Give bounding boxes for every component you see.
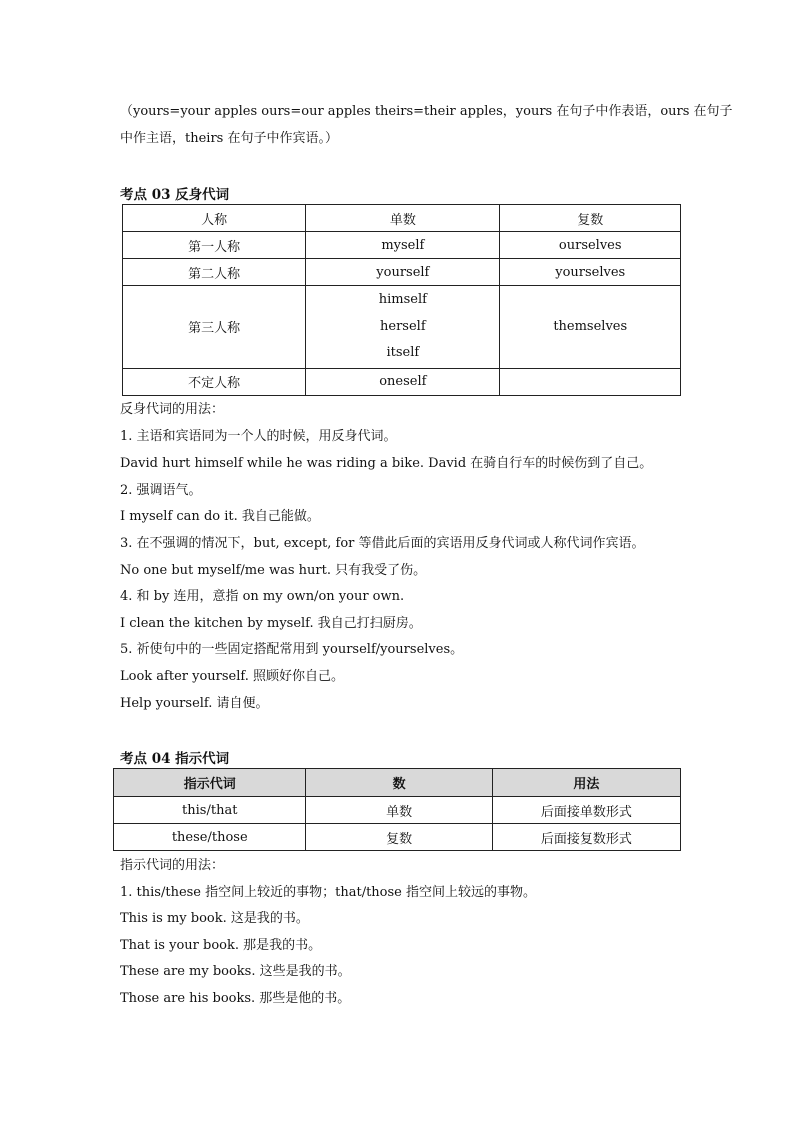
table-row [123, 368, 681, 395]
section3-line: 3. 在不强调的情况下，but, except, for 等借此后面的宾语用反身代词或人称代词作宾语。 [120, 536, 645, 551]
header-number: 数 [306, 769, 492, 797]
section3-line: I myself can do it. 我自己能做。 [120, 509, 320, 524]
section3-line: Help yourself. 请自便。 [120, 696, 269, 711]
cell-usage: 后面接单数形式 [492, 797, 680, 824]
intro-line-1: （yours=your apples ours=our apples theirs=their apples，yours 在句子中作表语，ours 在句子 [120, 104, 733, 119]
section4-usage-title: 指示代词的用法： [120, 858, 225, 873]
table-row [114, 824, 681, 851]
cell-singular-stack [306, 286, 500, 369]
reflexive-pronoun-table [122, 204, 681, 396]
section4-line: Those are his books. 那些是他的书。 [120, 991, 351, 1006]
intro-line-2: 中作主语，theirs 在句子中作宾语。） [120, 131, 338, 146]
header-demonstrative: 指示代词 [114, 769, 306, 797]
table-header-row [123, 205, 681, 232]
section3-line: 2. 强调语气。 [120, 483, 202, 498]
section3-line: I clean the kitchen by myself. 我自己打扫厨房。 [120, 616, 422, 631]
header-person: 人称 [123, 205, 306, 232]
table-row [114, 797, 681, 824]
cell-pronoun: this/that [114, 797, 306, 824]
demonstrative-pronoun-table [113, 768, 681, 851]
header-singular: 单数 [306, 205, 500, 232]
header-usage: 用法 [492, 769, 680, 797]
section4-line: This is my book. 这是我的书。 [120, 911, 309, 926]
section3-line: 4. 和 by 连用，意指 on my own/on your own. [120, 589, 405, 604]
cell-person: 第一人称 [123, 232, 306, 259]
section3-usage-title: 反身代词的用法： [120, 402, 225, 417]
section4-line: These are my books. 这些是我的书。 [120, 964, 351, 979]
cell-singular: yourself [306, 259, 500, 286]
cell-usage: 后面接复数形式 [492, 824, 680, 851]
section3-line: David hurt himself while he was riding a bike. David 在骑自行车的时候伤到了自己。 [120, 456, 653, 471]
table-header-row [114, 769, 681, 797]
section3-line: No one but myself/me was hurt. 只有我受了伤。 [120, 563, 427, 578]
table-row [123, 259, 681, 286]
section4-line: 1. this/these 指空间上较近的事物；that/those 指空间上较远的事物。 [120, 885, 537, 900]
section4-line: That is your book. 那是我的书。 [120, 938, 322, 953]
section4-heading: 考点 04 指示代词 [120, 751, 230, 767]
section3-line: 5. 祈使句中的一些固定搭配常用到 yourself/yourselves。 [120, 642, 464, 657]
cell-singular-line: itself [386, 345, 420, 360]
cell-singular: oneself [306, 368, 500, 395]
table-row [123, 286, 681, 369]
cell-singular: myself [306, 232, 500, 259]
cell-plural: themselves [500, 286, 681, 369]
cell-pronoun: these/those [114, 824, 306, 851]
section3-line: Look after yourself. 照顾好你自己。 [120, 669, 345, 684]
cell-singular-line: himself [378, 292, 427, 307]
cell-plural: ourselves [500, 232, 681, 259]
cell-person: 第二人称 [123, 259, 306, 286]
header-plural: 复数 [500, 205, 681, 232]
cell-plural [500, 368, 681, 395]
cell-plural: yourselves [500, 259, 681, 286]
cell-person: 第三人称 [123, 286, 306, 369]
cell-person: 不定人称 [123, 368, 306, 395]
section3-line: 1. 主语和宾语同为一个人的时候，用反身代词。 [120, 429, 397, 444]
cell-number: 复数 [306, 824, 492, 851]
table-row [123, 232, 681, 259]
cell-singular-line: herself [380, 318, 426, 334]
cell-number: 单数 [306, 797, 492, 824]
section3-heading: 考点 03 反身代词 [120, 187, 230, 203]
